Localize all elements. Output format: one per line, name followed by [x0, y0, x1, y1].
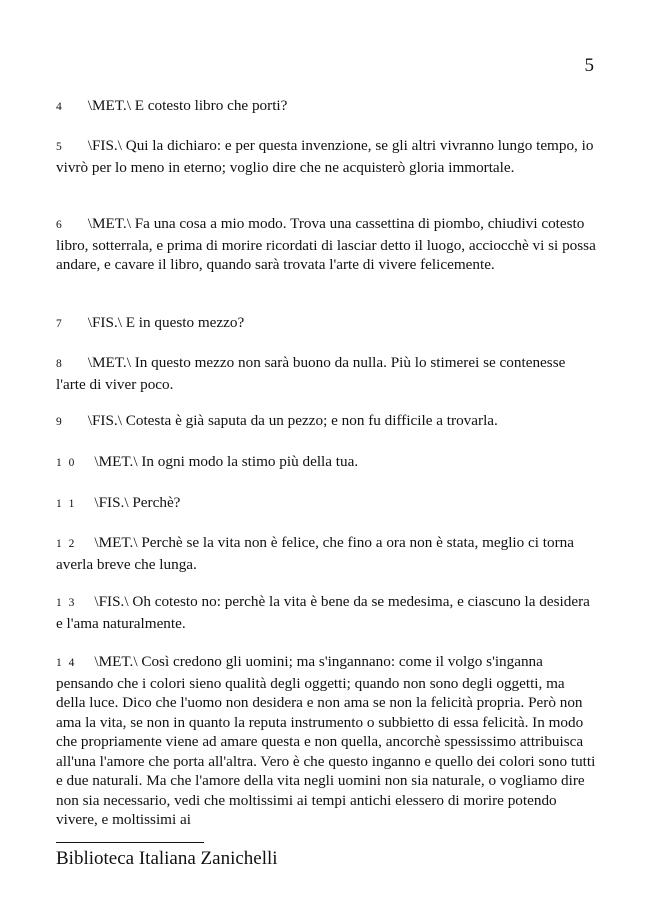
paragraph-number: 1 3: [56, 597, 77, 609]
paragraph-5: [56, 136, 596, 177]
paragraph-text: \FIS.\ Oh cotesto no: perchè la vita è bene da se medesima, e ciascuno la desidera e l'ama naturalmente.: [56, 593, 590, 632]
paragraph-number: 8: [56, 358, 64, 370]
paragraph-number: 7: [56, 318, 64, 330]
paragraph-text: \FIS.\ Cotesta è già saputa da un pezzo; e non fu difficile a trovarla.: [87, 412, 498, 429]
paragraph-number: 4: [56, 101, 64, 113]
paragraph-10: [56, 452, 596, 474]
paragraph-text: \MET.\ Fa una cosa a mio modo. Trova una cassettina di piombo, chiudivi cotesto libro, sotterrala, e prima di morire ricordati di lasciar detto il luogo, acciocchè vi si possa andare, e cavare il libro, quando sarà trovata l'arte di vivere felicemente.: [56, 215, 596, 273]
paragraph-13: [56, 592, 596, 633]
paragraph-text: \FIS.\ E in questo mezzo?: [87, 314, 245, 331]
paragraph-text: \FIS.\ Qui la dichiaro: e per questa invenzione, se gli altri vivranno lungo tempo, io vivrò per lo meno in eterno; voglio dire che ne acquisterò gloria immortale.: [56, 137, 594, 176]
paragraph-number: 1 2: [56, 538, 77, 550]
paragraph-number: 6: [56, 219, 64, 231]
paragraph-text: \MET.\ E cotesto libro che porti?: [87, 97, 288, 114]
paragraph-text: \MET.\ Così credono gli uomini; ma s'ingannano: come il volgo s'inganna pensando che i colori sieno qualità degli oggetti; quando non sono degli oggetti, ma della luce. Dico che l'uomo non desidera e non ama se non la felicità propria. Però non ama la vita, se non in quanto la reputa instrumento o subbietto di essa felicità. In modo che propriamente viene ad amare questa e non quella, ancorchè spessissimo attribuisca all'una l'amore che porta all'altra. Vero è che questo inganno e quello dei colori sono tutti e due naturali. Ma che l'amore della vita negli uomini non sia naturale, o vogliamo dire non sia necessario, vedi che moltissimi ai tempi antichi elessero di morire potendo vivere, e moltissimi ai: [56, 653, 596, 828]
paragraph-text: \MET.\ In ogni modo la stimo più della tua.: [94, 453, 359, 470]
footer-rule: [56, 842, 204, 843]
paragraph-number: 1 1: [56, 498, 77, 510]
paragraph-7: [56, 313, 596, 335]
page-number: 5: [584, 55, 594, 76]
paragraph-number: 5: [56, 141, 64, 153]
paragraph-11: [56, 493, 596, 515]
paragraph-text: \MET.\ In questo mezzo non sarà buono da nulla. Più lo stimerei se contenesse l'arte di viver poco.: [56, 354, 566, 393]
paragraph-8: [56, 353, 596, 394]
paragraph-12: [56, 533, 596, 574]
paragraph-9: [56, 411, 596, 433]
paragraph-number: 9: [56, 416, 64, 428]
footer-title: Biblioteca Italiana Zanichelli: [56, 848, 278, 869]
paragraph-text: \MET.\ Perchè se la vita non è felice, che fino a ora non è stata, meglio ci torna averla breve che lunga.: [56, 534, 575, 573]
paragraph-14: [56, 652, 596, 830]
paragraph-number: 1 0: [56, 457, 77, 469]
paragraph-6: [56, 214, 596, 275]
paragraph-4: [56, 96, 596, 118]
paragraph-text: \FIS.\ Perchè?: [94, 494, 181, 511]
paragraph-number: 1 4: [56, 657, 77, 669]
